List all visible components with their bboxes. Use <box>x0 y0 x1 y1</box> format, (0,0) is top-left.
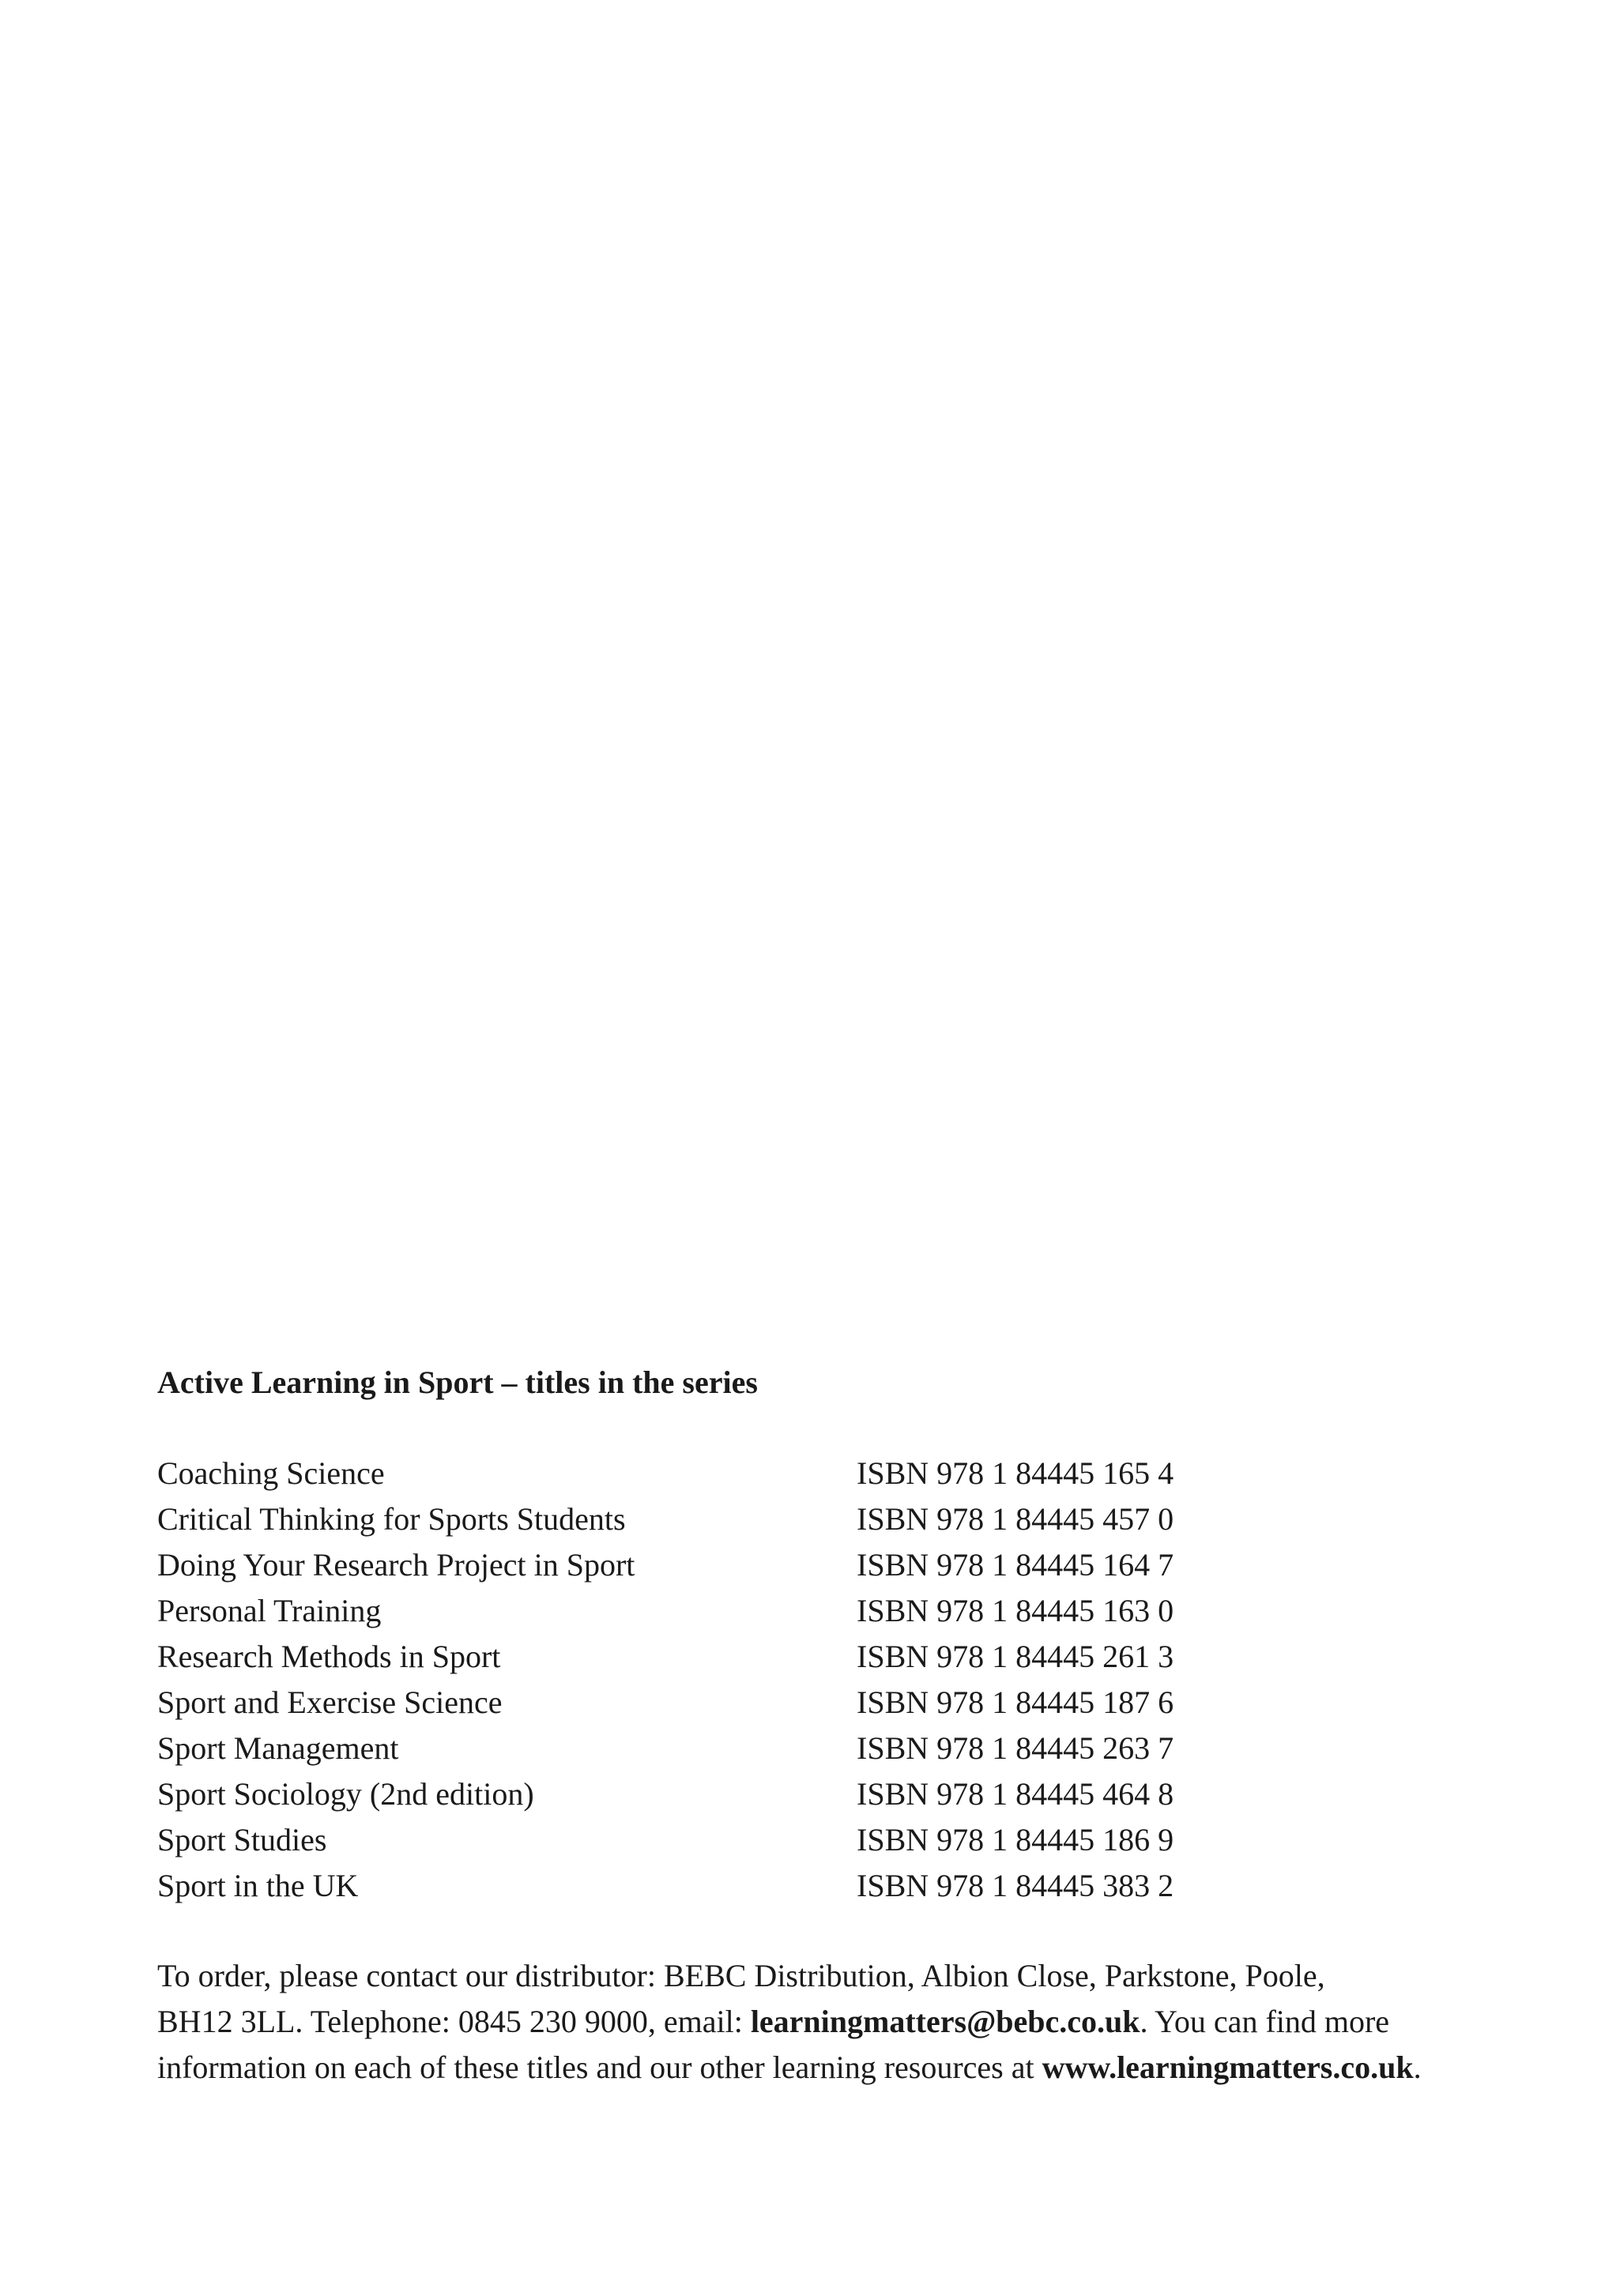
title-row <box>157 1634 1453 1680</box>
book-title: Critical Thinking for Sports Students <box>157 1501 626 1537</box>
title-row <box>157 1680 1453 1726</box>
book-title: Doing Your Research Project in Sport <box>157 1547 635 1583</box>
book-title: Sport Studies <box>157 1822 327 1858</box>
book-title: Coaching Science <box>157 1455 385 1491</box>
contact-text-end: . You can find more <box>1140 2004 1390 2039</box>
title-row <box>157 1726 1453 1771</box>
book-isbn: ISBN 978 1 84445 164 7 <box>857 1547 1174 1583</box>
book-isbn: ISBN 978 1 84445 464 8 <box>857 1776 1174 1812</box>
title-row <box>157 1771 1453 1817</box>
book-isbn: ISBN 978 1 84445 163 0 <box>857 1593 1174 1628</box>
series-heading: Active Learning in Sport – titles in the series <box>157 1364 758 1400</box>
title-row <box>157 1863 1453 1909</box>
website-address: www.learningmatters.co.uk <box>1042 2049 1414 2085</box>
email-address: learningmatters@bebc.co.uk <box>750 2004 1140 2039</box>
title-row <box>157 1542 1453 1588</box>
title-row <box>157 1588 1453 1634</box>
order-line-1: To order, please contact our distributor: BEBC Distribution, Albion Close, Parkstone, Poole, <box>157 1958 1325 1993</box>
book-title: Personal Training <box>157 1593 382 1628</box>
series-section <box>157 1361 1453 2091</box>
order-line-2 <box>157 1999 1453 2045</box>
book-isbn: ISBN 978 1 84445 263 7 <box>857 1730 1174 1766</box>
order-line-3 <box>157 2045 1453 2091</box>
book-isbn: ISBN 978 1 84445 187 6 <box>857 1684 1174 1720</box>
title-row <box>157 1496 1453 1542</box>
book-title: Sport Sociology (2nd edition) <box>157 1776 534 1812</box>
book-isbn: ISBN 978 1 84445 261 3 <box>857 1639 1174 1674</box>
order-information <box>157 1953 1453 2091</box>
book-isbn: ISBN 978 1 84445 383 2 <box>857 1868 1174 1903</box>
title-row <box>157 1817 1453 1863</box>
book-title: Sport in the UK <box>157 1868 359 1903</box>
book-title: Sport Management <box>157 1730 399 1766</box>
book-isbn: ISBN 978 1 84445 457 0 <box>857 1501 1174 1537</box>
title-row <box>157 1451 1453 1496</box>
book-title: Research Methods in Sport <box>157 1639 501 1674</box>
contact-text: BH12 3LL. Telephone: 0845 230 9000, email: <box>157 2004 751 2039</box>
book-title: Sport and Exercise Science <box>157 1684 503 1720</box>
book-isbn: ISBN 978 1 84445 186 9 <box>857 1822 1174 1858</box>
resources-text-end: . <box>1413 2049 1422 2085</box>
resources-text: information on each of these titles and our other learning resources at <box>157 2049 1042 2085</box>
titles-list <box>157 1451 1453 1909</box>
book-isbn: ISBN 978 1 84445 165 4 <box>857 1455 1174 1491</box>
